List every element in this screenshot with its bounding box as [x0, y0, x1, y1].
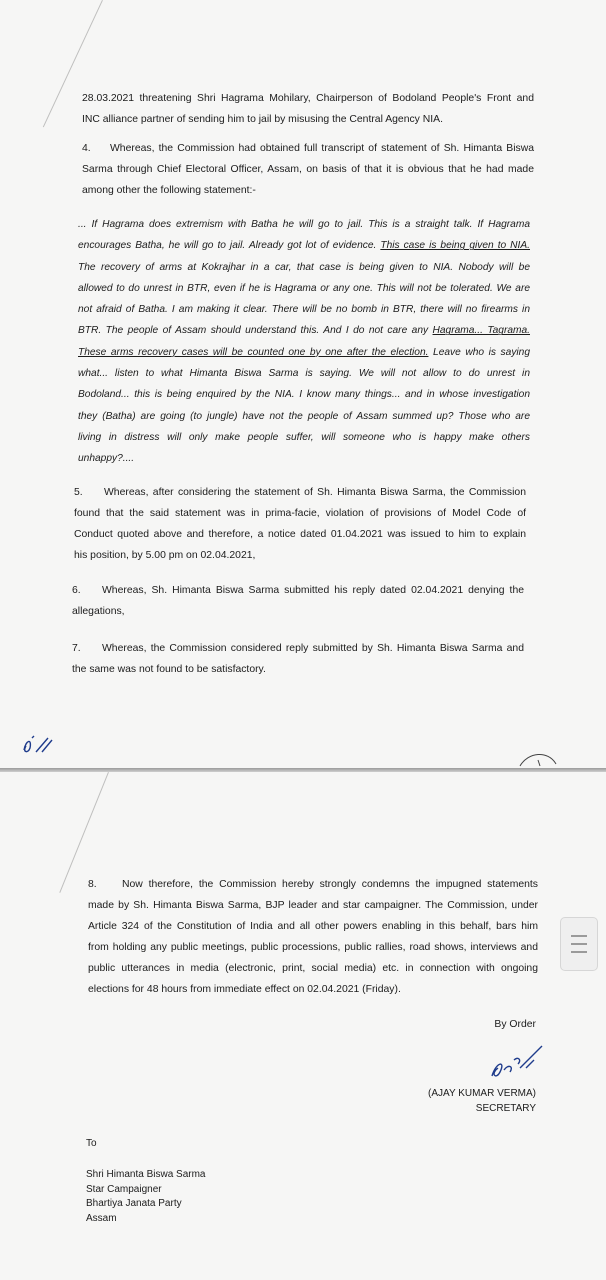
- paragraph-number: 4.: [82, 143, 91, 154]
- paragraph-line: Whereas, the Commission had obtained full transcript of statement of Sh. Himanta Biswa: [110, 143, 534, 154]
- intro-paragraph: [82, 88, 534, 130]
- paragraph-number: 5.: [74, 487, 83, 498]
- quote-line: allowed to do unrest in BTR, even if he is Hagrama or any one. This will not be tolerated. We are: [78, 282, 530, 294]
- signature: [484, 1038, 548, 1084]
- paragraph-line: Whereas, Sh. Himanta Biswa Sarma submitted his reply dated 02.04.2021 denying the: [102, 585, 524, 596]
- paragraph-line: Whereas, after considering the statement of Sh. Himanta Biswa Sarma, the Commission: [104, 487, 526, 498]
- quote-line: not afraid of Batha. I am making it clear. There will be no bomb in BTR, there will no firearms in: [78, 304, 530, 316]
- paragraph-line: Sarma through Chief Electoral Officer, Assam, on basis of that it is obvious that he had made: [82, 164, 534, 175]
- quote-line: BTR. The people of Assam should understand this. And I do not care any: [78, 325, 433, 337]
- paragraph-5: [74, 482, 526, 566]
- paragraph-4: [82, 138, 534, 201]
- addressee-line: Assam: [86, 1212, 117, 1224]
- paragraph-line: public utterances in media (electronic, print, social media) etc. in connection with ongoing: [88, 963, 538, 974]
- paragraph-8: [88, 874, 538, 1000]
- quote-line: unhappy?....: [78, 453, 135, 465]
- paragraph-line: the same was not found to be satisfactory.: [72, 664, 266, 675]
- paragraph-line: allegations,: [72, 606, 125, 617]
- quote-line: what... listen to what Himanta Biswa Sarma is saying. We will not allow to do unrest in: [78, 368, 530, 380]
- quote-line: living in distress will only make people suffer, will someone who is happy make others: [78, 431, 530, 443]
- addressee-line: Star Campaigner: [86, 1183, 162, 1195]
- document-page-2: [0, 772, 606, 1280]
- quote-line: The recovery of arms at Kokrajhar in a car, that case is being given to NIA. Nobody will be: [78, 261, 530, 273]
- paragraph-7: [72, 638, 524, 680]
- addressee-block: [86, 1168, 205, 1226]
- paragraph-line: among other the following statement:-: [82, 185, 256, 196]
- quote-line: Bodoland... this is being enquired by the NIA. I know many things... and in whose investigation: [78, 389, 530, 401]
- signatory-title: SECRETARY: [475, 1103, 536, 1114]
- quote-underlined-text: This case is being given to NIA.: [380, 240, 530, 252]
- paragraph-line: from holding any public meetings, public processions, public rallies, road shows, interviews and: [88, 942, 538, 953]
- intro-line: INC alliance partner of sending him to jail by misusing the Central Agency NIA.: [82, 114, 443, 125]
- quoted-statement: [78, 214, 530, 470]
- intro-line: 28.03.2021 threatening Shri Hagrama Mohilary, Chairperson of Bodoland People's Front and: [82, 93, 534, 104]
- quote-underlined-text: These arms recovery cases will be counted one by one after the election.: [78, 346, 429, 358]
- menu-icon[interactable]: [560, 917, 598, 971]
- to-label: To: [86, 1138, 97, 1149]
- paragraph-line: Conduct quoted above and therefore, a notice dated 01.04.2021 was issued to him to explain: [74, 529, 526, 540]
- paragraph-line: Now therefore, the Commission hereby strongly condemns the impugned statements: [122, 879, 538, 890]
- addressee-line: Shri Himanta Biswa Sarma: [86, 1169, 206, 1180]
- initials-mark: [18, 732, 58, 758]
- quote-line: they (Batha) are going (to jungle) have not the people of Assam summed up? Those who are: [78, 410, 530, 422]
- page-corner-mark: [518, 748, 558, 768]
- addressee-line: Bhartiya Janata Party: [86, 1198, 182, 1209]
- paragraph-6: [72, 580, 524, 622]
- paragraph-line: Article 324 of the Constitution of India and all other powers enabling in this behalf, bars him: [88, 921, 538, 932]
- signatory-name: (AJAY KUMAR VERMA): [428, 1088, 536, 1099]
- paragraph-line: made by Sh. Himanta Biswa Sarma, BJP leader and star campaigner. The Commission, under: [88, 900, 538, 911]
- quote-line: ... If Hagrama does extremism with Batha he will go to jail. This is a straight talk. If Hagrama: [78, 219, 530, 230]
- paragraph-number: 7.: [72, 643, 81, 654]
- quote-line: encourages Batha, he will go to jail. Already got lot of evidence.: [78, 240, 381, 252]
- quote-underlined-text: Hagrama... Tagrama.: [432, 325, 530, 337]
- paragraph-number: 8.: [88, 879, 97, 890]
- by-order-label: By Order: [494, 1019, 536, 1030]
- paragraph-line: found that the said statement was in prima-facie, violation of provisions of Model Code of: [74, 508, 526, 519]
- paragraph-line: his position, by 5.00 pm on 02.04.2021,: [74, 550, 256, 561]
- quote-line: Leave who is saying: [428, 346, 531, 358]
- paragraph-line: Whereas, the Commission considered reply submitted by Sh. Himanta Biswa Sarma and: [102, 643, 524, 654]
- paragraph-line: elections for 48 hours from immediate effect on 02.04.2021 (Friday).: [88, 984, 401, 995]
- paragraph-number: 6.: [72, 585, 81, 596]
